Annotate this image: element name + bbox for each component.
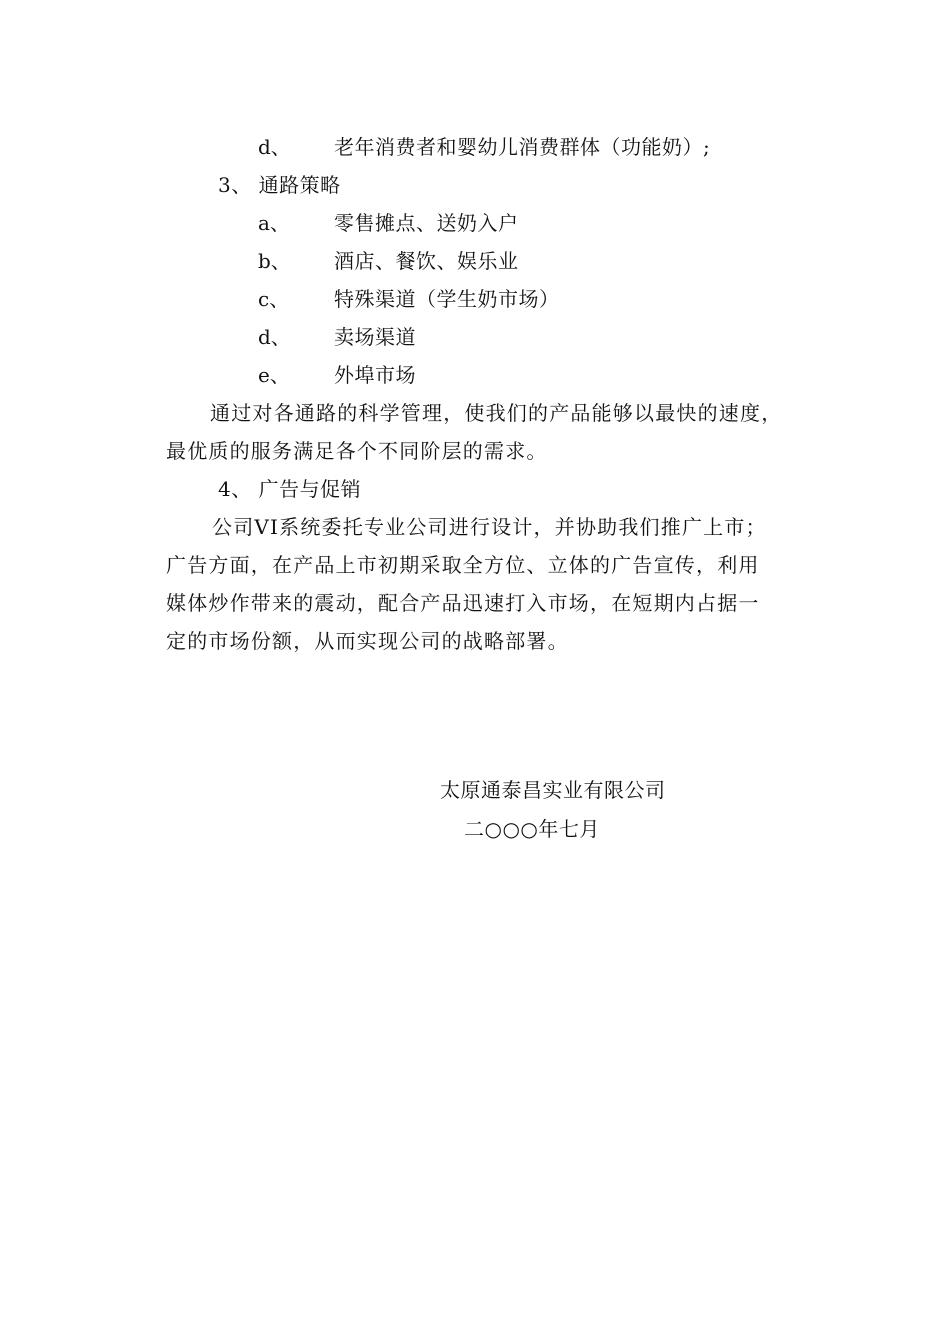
list-item-text: 特殊渠道（学生奶市场） — [334, 287, 560, 311]
document-date: 二○○○年七月 — [464, 817, 600, 841]
list-item-text: 零售摊点、送奶入户 — [334, 211, 519, 235]
list-marker: d、 — [258, 135, 291, 159]
list-marker: d、 — [258, 325, 291, 349]
list-item-text: 老年消费者和婴幼儿消费群体（功能奶）; — [334, 135, 711, 159]
list-item-text: 外埠市场 — [334, 363, 416, 387]
list-marker: e、 — [258, 363, 290, 387]
section-heading: 3、 通路策略 — [218, 173, 341, 197]
list-marker: c、 — [258, 287, 290, 311]
list-marker: b、 — [258, 249, 291, 273]
list-item-text: 卖场渠道 — [334, 325, 416, 349]
list-item-text: 酒店、餐饮、娱乐业 — [334, 249, 519, 273]
list-marker: a、 — [258, 211, 290, 235]
paragraph-line: 最优质的服务满足各个不同阶层的需求。 — [166, 439, 548, 463]
paragraph-line: 通过对各通路的科学管理，使我们的产品能够以最快的速度， — [210, 401, 783, 425]
paragraph-line: 定的市场份额，从而实现公司的战略部署。 — [166, 629, 569, 653]
company-name: 太原通泰昌实业有限公司 — [440, 778, 666, 802]
section-heading: 4、 广告与促销 — [218, 477, 362, 501]
paragraph-line: 媒体炒作带来的震动，配合产品迅速打入市场，在短期内占据一 — [166, 591, 760, 615]
paragraph-line: 公司VI系统委托专业公司进行设计，并协助我们推广上市； — [212, 515, 767, 539]
paragraph-line: 广告方面，在产品上市初期采取全方位、立体的广告宣传，利用 — [166, 553, 760, 577]
